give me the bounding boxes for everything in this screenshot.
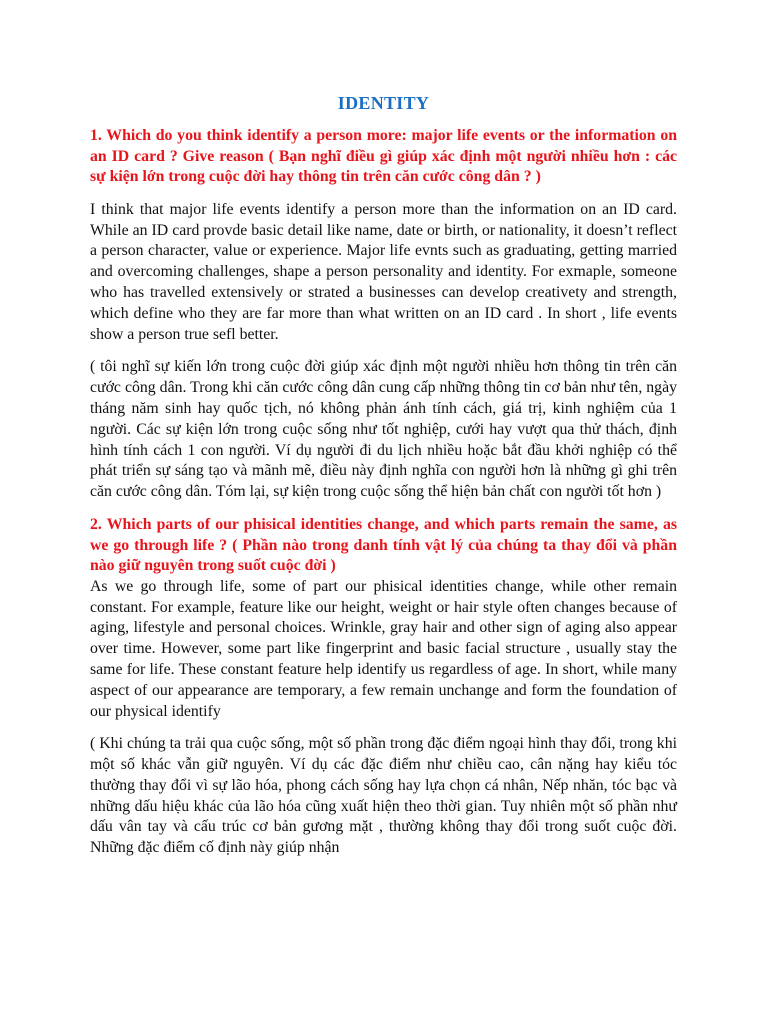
document-content <box>90 93 677 859</box>
question-1: 1. Which do you think identify a person more: major life events or the information on an ID card ? Give reason ( Bạn nghĩ điều gì giúp xác định một người nhiều hơn : các sự kiện lớn trong cuộc đời hay thông tin trên căn cước công dân ? ) <box>90 127 677 186</box>
question-2: 2. Which parts of our phisical identities change, and which parts remain the same, as we go through life ? ( Phần nào trong danh tính vật lý của chúng ta thay đổi và phần nào giữ nguyên trong suốt cuộc đời ) <box>90 515 677 575</box>
answer-1-vietnamese: ( tôi nghĩ sự kiến lớn trong cuộc đời giúp xác định một người nhiều hơn thông tin trên căn cước công dân. Trong khi căn cước công dân cung cấp những thông tin cơ bản như tên, ngày tháng năm sinh hay quốc tịch, nó không phản ánh tính cách, giá trị, kinh nghiệm của 1 người. Các sự kiện lớn trong cuộc sống như tốt nghiệp, cưới hay vượt qua thử thách, định hình tính cách 1 con người. Ví dụ người đi du lịch nhiều hoặc bắt đầu khởi nghiệp có thể phát triển sự sáng tạo và mãnh mẽ, điều này định nghĩa con người hơn là những gì ghi trên căn cước công dân. Tóm lại, sự kiện trong cuộc sống thể hiện bản chất con người tốt hơn ) <box>90 358 677 501</box>
answer-1-english: I think that major life events identify a person more than the information on an ID card. While an ID card provde basic detail like name, date or birth, or nationality, it doesn’t reflect a person character, value or experience. Major life evnts such as graduating, getting married and overcoming challenges, shape a person personality and identity. For exmaple, someone who has travelled extensively or strated a businesses can develop creativety and strength, which define who they are far more than what written on an ID card . In short , life events show a person true sefl better. <box>90 200 677 343</box>
answer-2-vietnamese: ( Khi chúng ta trải qua cuộc sống, một số phần trong đặc điểm ngoại hình thay đổi, trong khi một số khác vẫn giữ nguyên. Ví dụ các đặc điểm như chiều cao, cân nặng hay kiểu tóc thường thay đổi vì sự lão hóa, phong cách sống hay lựa chọn cá nhân, Nếp nhăn, tóc bạc và những dấu hiệu khác của lão hóa cũng xuất hiện theo thời gian. Tuy nhiên một số phần như dấu vân tay và cấu trúc cơ bản gương mặt , thường không thay đổi trong suốt cuộc đời. Những đặc điểm cố định này giúp nhận <box>90 735 677 857</box>
answer-2-english: As we go through life, some of part our phisical identities change, while other remain constant. For example, feature like our height, weight or hair style often changes because of aging, lifestyle and personal choices. Wrinkle, gray hair and other sign of aging also appear over time. However, some part like fingerprint and basic facial structure , usually stay the same for life. These constant feature help identify us regardless of age. In short, while many aspect of our appearance are temporary, a few remain unchange and form the foundation of our physical identify <box>90 577 677 720</box>
page-title: IDENTITY <box>337 93 430 113</box>
